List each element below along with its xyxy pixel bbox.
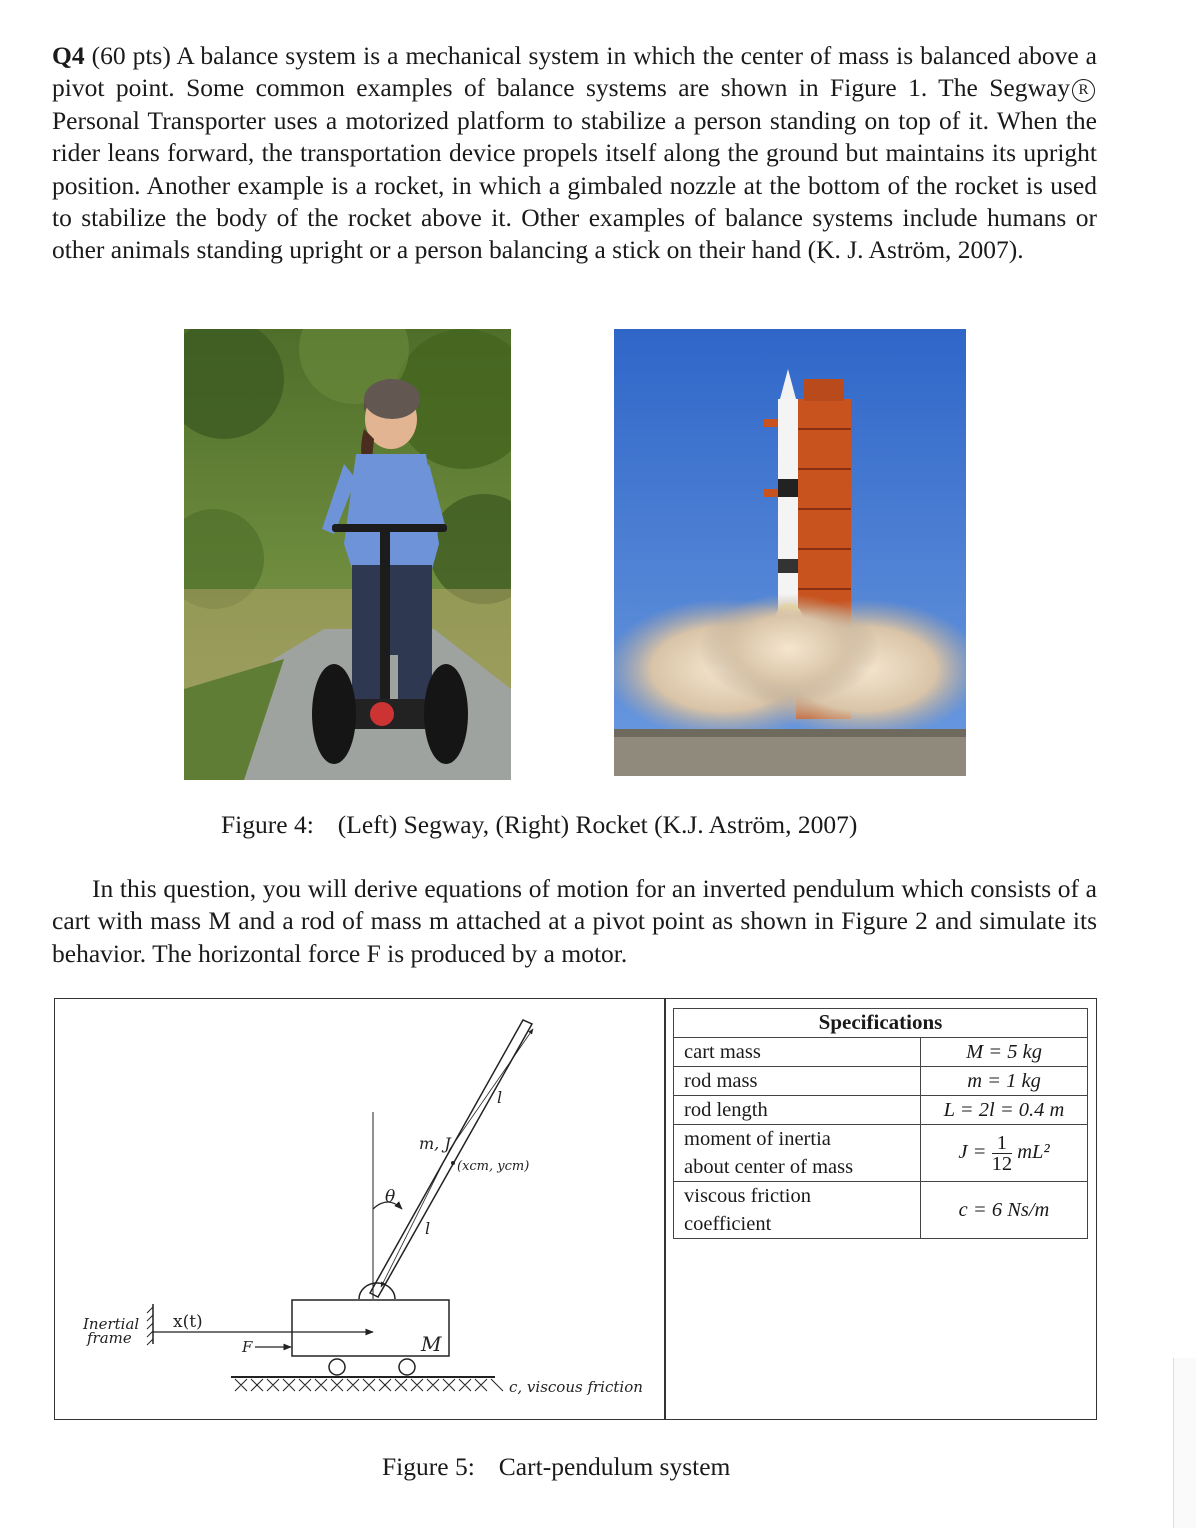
page-thumbnail[interactable] <box>1173 1358 1196 1528</box>
spec-inertia-denominator: 12 <box>991 1152 1013 1175</box>
figure5-divider <box>664 998 666 1420</box>
task-paragraph: In this question, you will derive equations of motion for an inverted pendulum which consists of a cart with mass M and a rod of mass m attached at a pivot point as shown in Figure 2 and simulate its behavior. The horizontal force F is produced by a motor. <box>52 874 1097 968</box>
rod-properties-label: m, J <box>419 1134 451 1153</box>
figure4-caption-text: (Left) Segway, (Right) Rocket (K.J. Aström, 2007) <box>337 810 858 839</box>
intro-text-part2: Personal Transporter uses a motorized platform to stabilize a person standing on top of it. When the rider leans forward, the transportation device propels itself along the ground but maintains its upright position. Another example is a rocket, in which a gimbaled nozzle at the bottom of the rocket is used to stabilize the body of the rocket above it. Other examples of balance systems include humans or other animals standing upright or a person balancing a stick on their hand (K. J. Aström, 2007). <box>52 105 1097 265</box>
upper-half-length-label: l <box>497 1088 503 1107</box>
ground-hatching <box>235 1379 503 1391</box>
segway-photo <box>184 329 511 780</box>
right-wheel <box>399 1359 415 1375</box>
intro-text-part1: (60 pts) A balance system is a mechanical system in which the center of mass is balanced above a pivot point. Some common examples of balance systems are shown in Figure 1. The Segway <box>52 41 1097 103</box>
spec-inertia-name-line1: moment of inertia <box>684 1128 831 1150</box>
cart-mass-label: M <box>421 1332 442 1356</box>
upper-length-dimension <box>450 1029 533 1149</box>
spec-friction-value: c = 6 Ns/m <box>921 1182 1088 1239</box>
cart-pendulum-diagram <box>55 999 664 1419</box>
spec-inertia-name-line2: about center of mass <box>684 1156 854 1178</box>
spec-friction-name <box>674 1182 921 1239</box>
figure5-number: Figure 5: <box>382 1452 475 1481</box>
spec-friction-name-line1: viscous friction <box>684 1185 811 1207</box>
spec-inertia-fraction <box>992 1133 1013 1174</box>
spec-inertia-numerator: 1 <box>992 1133 1013 1154</box>
lower-half-length-label: l <box>425 1219 431 1238</box>
specifications-title: Specifications <box>674 1009 1088 1038</box>
rocket-photo <box>614 329 966 776</box>
intro-paragraph <box>52 40 1097 267</box>
spec-rod-length-value: L = 2l = 0.4 m <box>921 1096 1088 1125</box>
position-label: x(t) <box>173 1312 203 1332</box>
figure4-caption <box>221 810 857 840</box>
inertial-frame-label-line2: frame <box>87 1329 132 1347</box>
center-of-mass-point <box>451 1161 455 1165</box>
figure5-caption-text: Cart-pendulum system <box>498 1452 731 1481</box>
inertial-frame-label-line1: Inertial <box>83 1315 140 1333</box>
spec-rod-mass-name: rod mass <box>674 1067 921 1096</box>
spec-inertia-name <box>674 1125 921 1182</box>
lower-length-dimension <box>381 1149 450 1287</box>
spec-inertia-value <box>921 1125 1088 1182</box>
friction-label: c, viscous friction <box>509 1378 643 1396</box>
figure4-number: Figure 4: <box>221 810 314 839</box>
left-wheel <box>329 1359 345 1375</box>
spec-cart-mass-name: cart mass <box>674 1038 921 1067</box>
registered-trademark-icon: R <box>1072 79 1095 102</box>
force-label: F <box>242 1338 253 1356</box>
spec-friction-name-line2: coefficient <box>684 1213 772 1235</box>
angle-label: θ <box>385 1187 396 1207</box>
spec-rod-mass-value: m = 1 kg <box>921 1067 1088 1096</box>
spec-inertia-rhs: mL² <box>1017 1140 1050 1163</box>
figure5-caption <box>382 1452 730 1482</box>
center-of-mass-label: (xcm, ycm) <box>457 1159 530 1174</box>
spec-inertia-lhs: J = <box>958 1140 987 1163</box>
specifications-table <box>673 1008 1088 1239</box>
spec-cart-mass-value: M = 5 kg <box>921 1038 1088 1067</box>
spec-rod-length-name: rod length <box>674 1096 921 1125</box>
question-label: Q4 <box>52 41 85 70</box>
